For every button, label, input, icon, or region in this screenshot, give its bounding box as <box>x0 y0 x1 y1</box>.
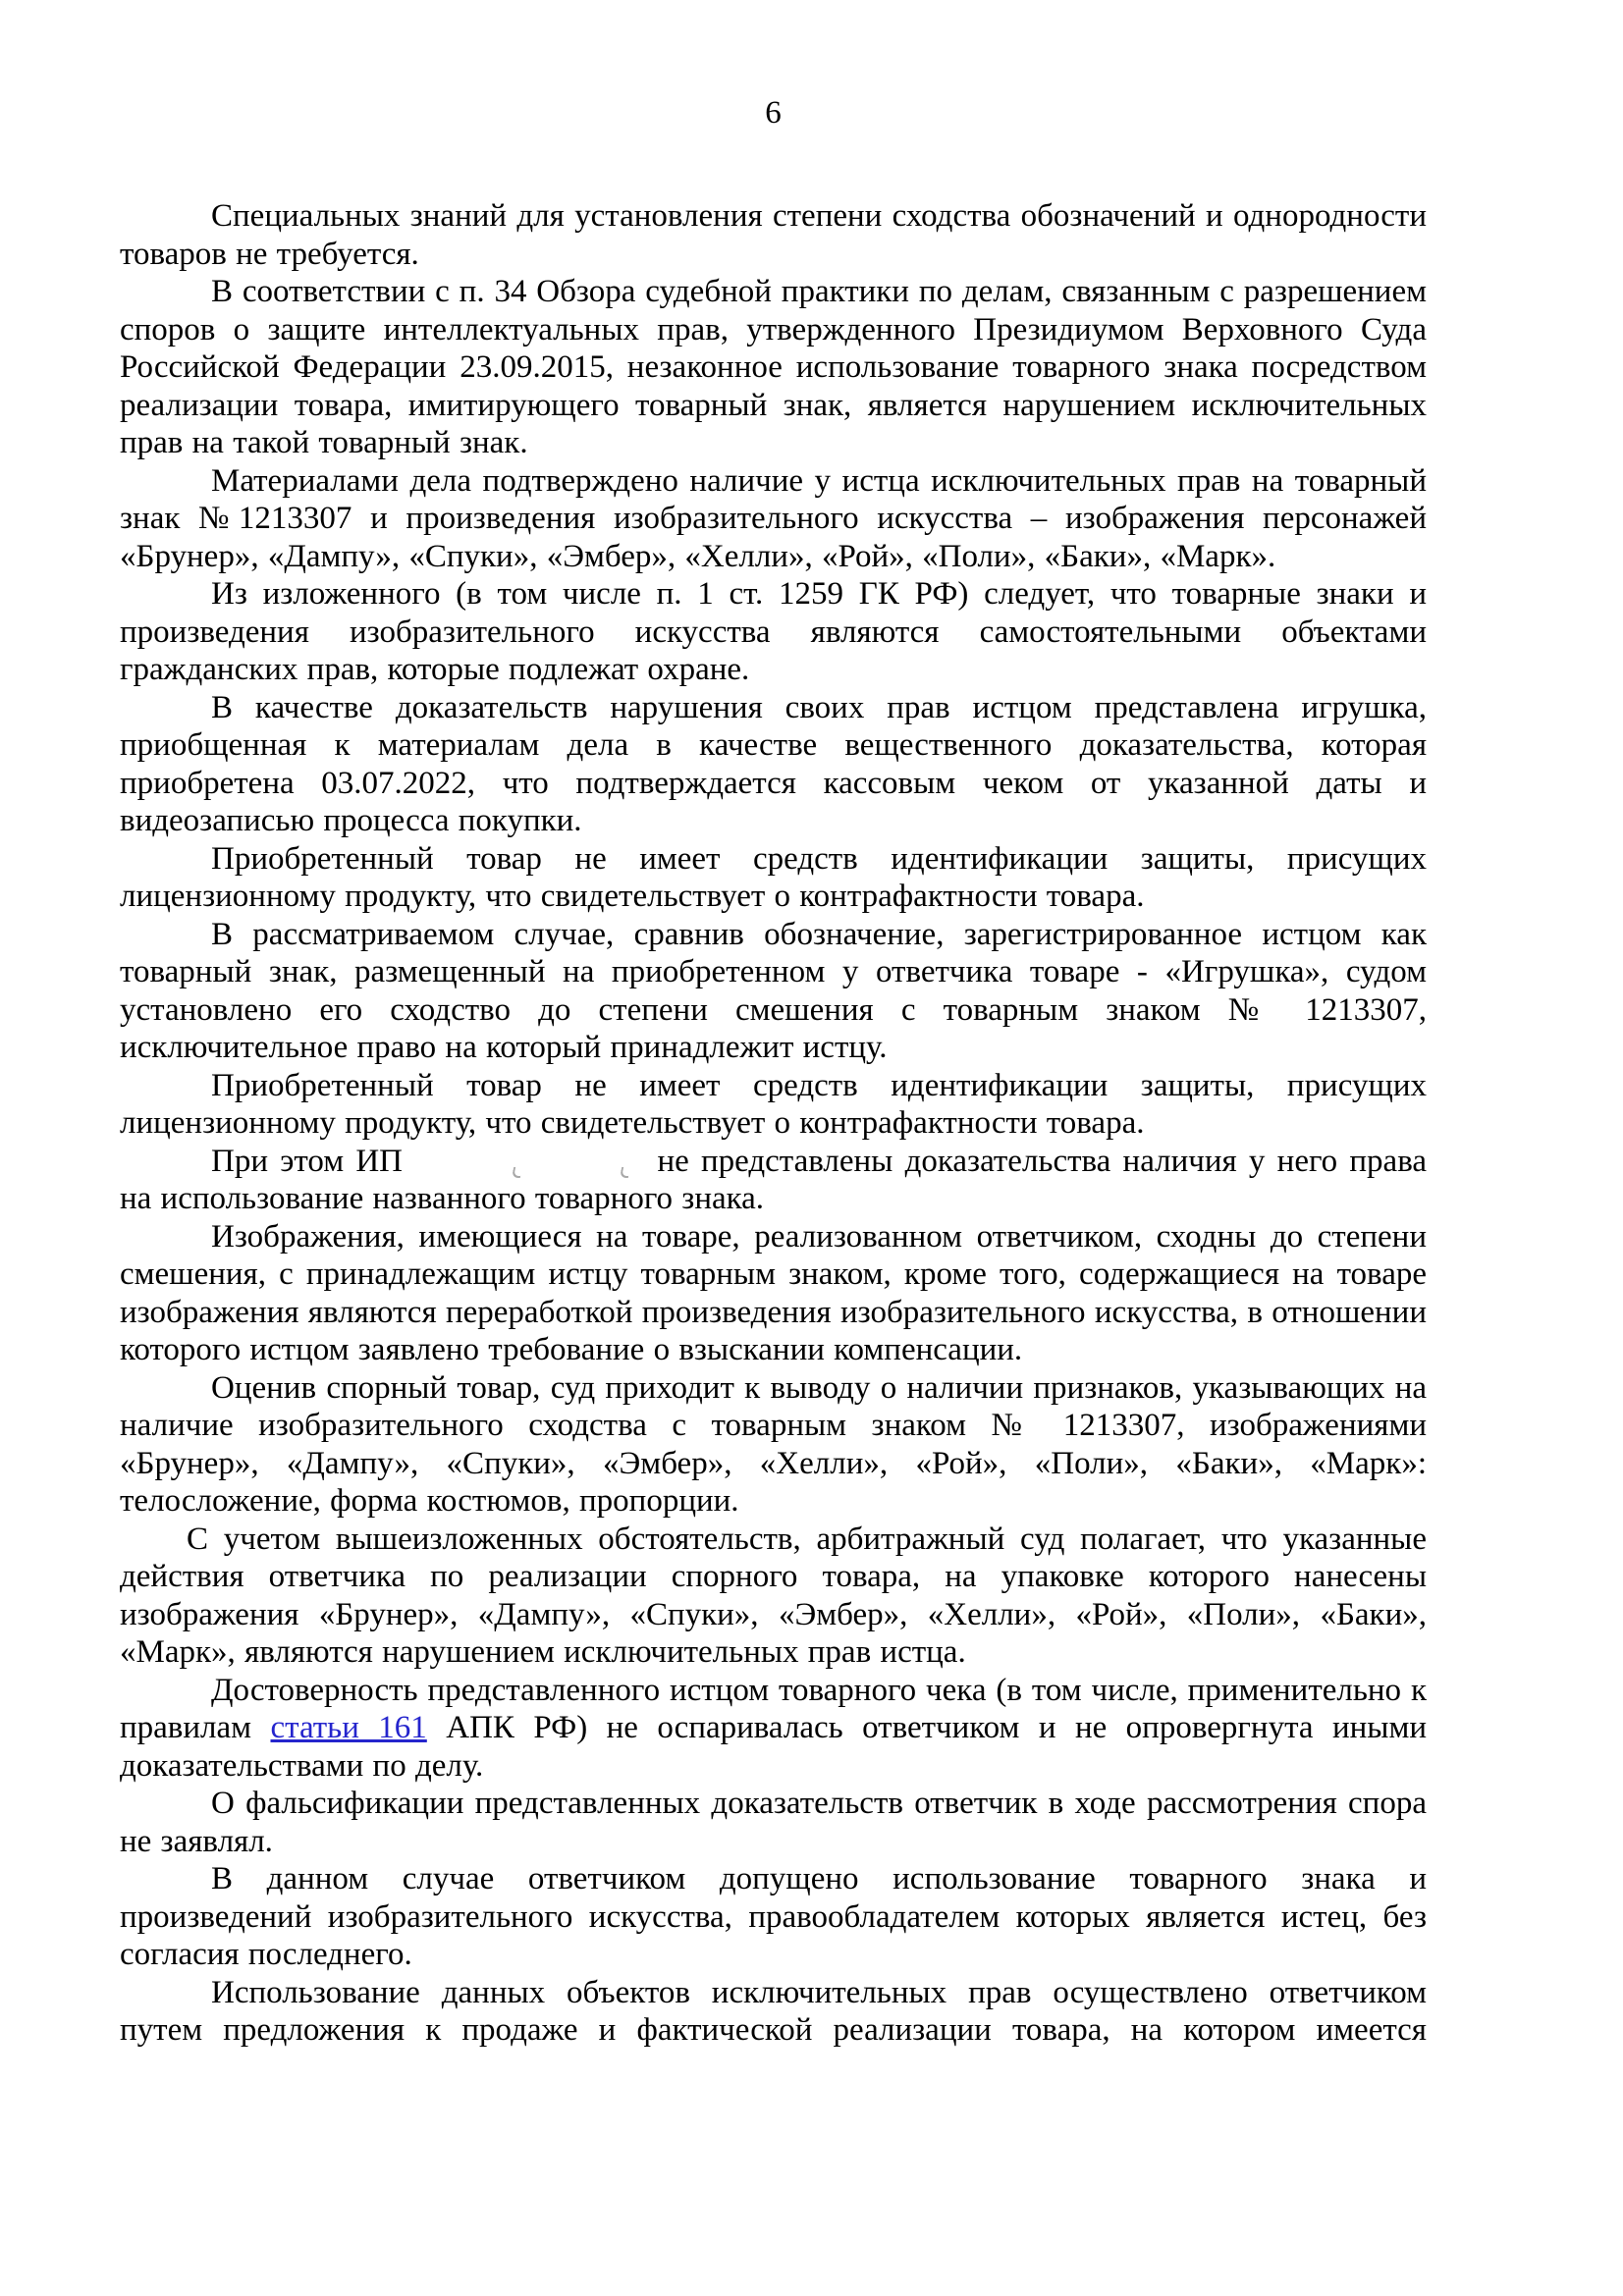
article-161-link[interactable]: статьи 161 <box>270 1710 427 1745</box>
redacted-entrepreneur-name <box>414 1146 645 1171</box>
paragraph-5: В качестве доказательств нарушения своих прав истцом представлена игрушка, приобщенная к материалам дела в качестве вещественного доказательства, которая приобретена 03.07.2022, что подтверждается кассовым чеком от указанной даты и видеозаписью процесса покупки. <box>120 689 1427 838</box>
paragraph-8: Приобретенный товар не имеет средств идентификации защиты, присущих лицензионному продукту, что свидетельствует о контрафактности товара. <box>120 1067 1427 1141</box>
document-body <box>120 197 1427 2050</box>
paragraph-6: Приобретенный товар не имеет средств идентификации защиты, присущих лицензионному продукту, что свидетельствует о контрафактности товара. <box>120 840 1427 914</box>
paragraph-12: С учетом вышеизложенных обстоятельств, арбитражный суд полагает, что указанные действия ответчика по реализации спорного товара, на упаковке которого нанесены изображения «Брунер», «Дампу», «Спуки», «Эмбер», «Хелли», «Рой», «Поли», «Баки», «Марк», являются нарушением исключительных прав истца. <box>120 1521 1427 1670</box>
paragraph-10: Изображения, имеющиеся на товаре, реализованном ответчиком, сходны до степени смешения, с принадлежащим истцу товарным знаком, кроме того, содержащиеся на товаре изображения являются переработкой произведения изобразительного искусства, в отношении которого истцом заявлено требование о взыскании компенсации. <box>120 1218 1427 1367</box>
paragraph-2: В соответствии с п. 34 Обзора судебной практики по делам, связанным с разрешением споров о защите интеллектуальных прав, утвержденного Президиумом Верховного Суда Российской Федерации 23.09.2015, незаконное использование товарного знака посредством реализации товара, имитирующего товарный знак, является нарушением исключительных прав на такой товарный знак. <box>120 274 1427 460</box>
paragraph-15: В данном случае ответчиком допущено использование товарного знака и произведений изобразительного искусства, правообладателем которых является истец, без согласия последнего. <box>120 1861 1427 1972</box>
paragraph-1: Специальных знаний для установления степени сходства обозначений и однородности товаров не требуется. <box>120 198 1427 272</box>
paragraph-14: О фальсификации представленных доказательств ответчик в ходе рассмотрения спора не заявлял. <box>120 1786 1427 1859</box>
paragraph-7: В рассматриваемом случае, сравнив обозначение, зарегистрированное истцом как товарный знак, размещенный на приобретенном у ответчика товаре - «Игрушка», судом установлено его сходство до степени смешения с товарным знаком № 1213307, исключительное право на который принадлежит истцу. <box>120 916 1427 1065</box>
paragraph-16: Использование данных объектов исключительных прав осуществлено ответчиком путем предложения к продаже и фактической реализации товара, на котором имеется <box>120 1974 1427 2048</box>
paragraph-4: Из изложенного (в том числе п. 1 ст. 1259 ГК РФ) следует, что товарные знаки и произведения изобразительного искусства являются самостоятельными объектами гражданских прав, которые подлежат охране. <box>120 576 1427 687</box>
paragraph-9: При этом ИП не представлены доказательства наличия у него права на использование названного товарного знака. <box>120 1143 1427 1216</box>
page-number: 6 <box>765 95 782 131</box>
paragraph-13: Достоверность представленного истцом товарного чека (в том числе, применительно к правилам статьи 161 АПК РФ) не оспаривалась ответчиком и не опровергнута иными доказательствами по делу. <box>120 1672 1427 1784</box>
paragraph-3: Материалами дела подтверждено наличие у истца исключительных прав на товарный знак №1213307 и произведения изобразительного искусства – изображения персонажей «Брунер», «Дампу», «Спуки», «Эмбер», «Хелли», «Рой», «Поли», «Баки», «Марк». <box>120 462 1427 574</box>
paragraph-11: Оценив спорный товар, суд приходит к выводу о наличии признаков, указывающих на наличие изобразительного сходства с товарным знаком № 1213307, изображениями «Брунер», «Дампу», «Спуки», «Эмбер», «Хелли», «Рой», «Поли», «Баки», «Марк»: телосложение, форма костюмов, пропорции. <box>120 1369 1427 1519</box>
